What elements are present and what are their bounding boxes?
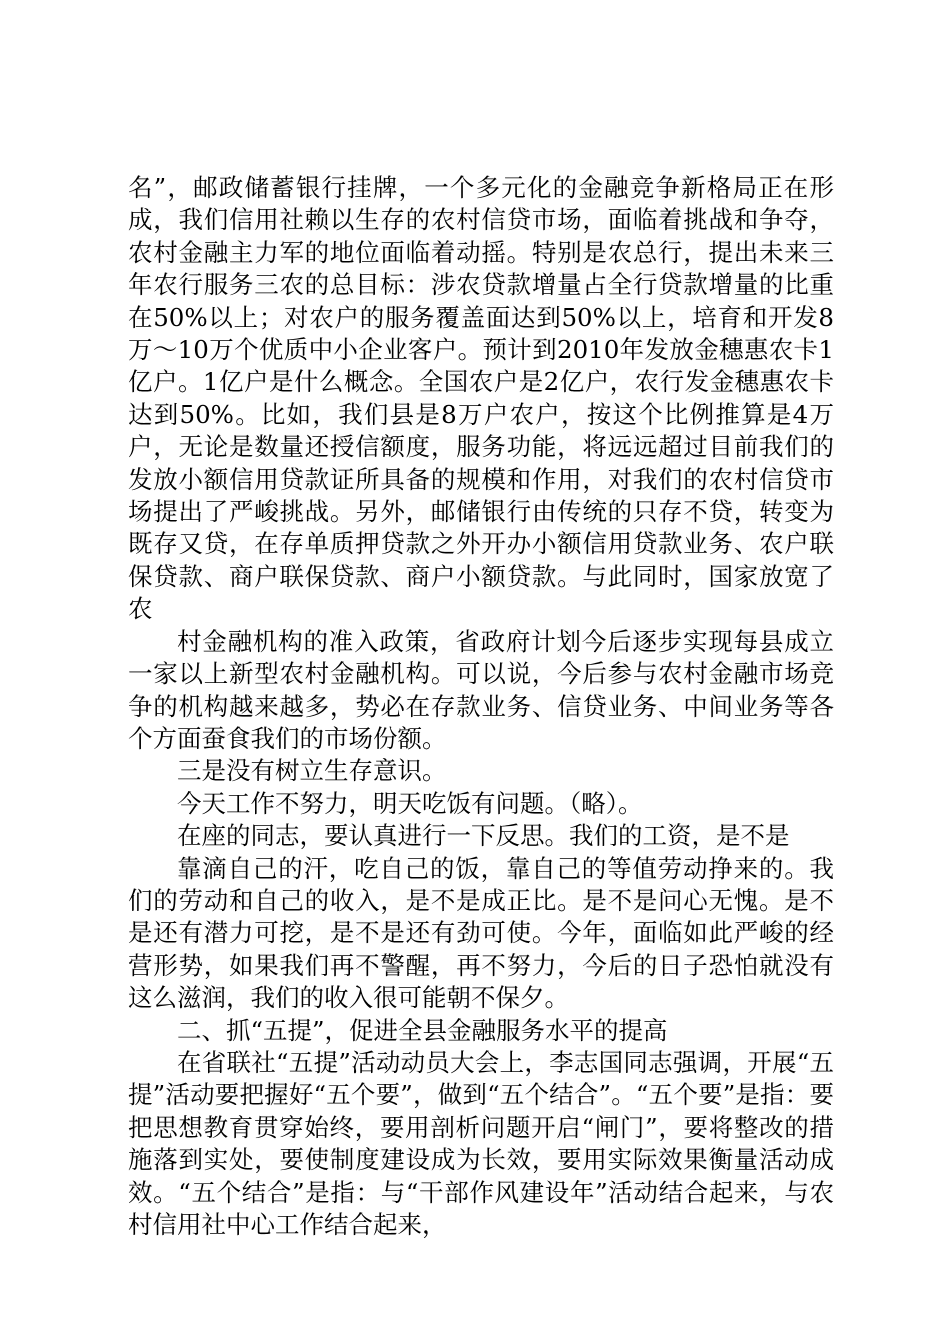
paragraph-rural-institutions: 村金融机构的准入政策，省政府计划今后逐步实现每县成立一家以上新型农村金融机构。可以说，今后参与农村金融市场竞争的机构越来越多，势必在存款业务、信贷业务、中间业务等各个方面蚕食我们的市场份额。 xyxy=(128,626,834,753)
paragraph-own-labor: 靠滴自己的汗，吃自己的饭，靠自己的等值劳动挣来的。我们的劳动和自己的收入，是不是成正比。是不是问心无愧。是不是还有潜力可挖，是不是还有劲可使。今年，面临如此严峻的经营形势，如果我们再不警醒，再不努力，今后的日子恐怕就没有这么滋润，我们的收入很可能朝不保夕。 xyxy=(128,853,834,1013)
paragraph-survival-heading: 三是没有树立生存意识。 xyxy=(177,756,447,786)
document-body xyxy=(128,172,834,1241)
paragraph-five-requirements: 在省联社“五提”活动动员大会上，李志国同志强调，开展“五提”活动要把握好“五个要”，做到“五个结合”。“五个要”是指：要把思想教育贯穿始终，要用剖析问题开启“闸门”，要将整改的措施落到实处，要使制度建设成为长效，要用实际效果衡量活动成效。“五个结合”是指：与“干部作风建设年”活动结合起来，与农村信用社中心工作结合起来， xyxy=(128,1047,834,1239)
paragraph-reflect: 在座的同志，要认真进行一下反思。我们的工资，是不是 xyxy=(177,821,790,851)
section-heading-five-improvements: 二、抓“五提”，促进全县金融服务水平的提高 xyxy=(177,1015,668,1045)
paragraph-competition: 名”，邮政储蓄银行挂牌，一个多元化的金融竞争新格局正在形成，我们信用社赖以生存的农村信贷市场，面临着挑战和争夺，农村金融主力军的地位面临着动摇。特别是农总行，提出未来三年农行服务三农的总目标：涉农贷款增量占全行贷款增量的比重在50%以上；对农户的服务覆盖面达到50%以上，培育和开发8万～10万个优质中小企业客户。预计到2010年发放金穗惠农卡1亿户。1亿户是什么概念。全国农户是2亿户，农行发金穗惠农卡达到50%。比如，我们县是8万户农户，按这个比例推算是4万户，无论是数量还授信额度，服务功能，将远远超过目前我们的发放小额信用贷款证所具备的规模和作用，对我们的农村信贷市场提出了严峻挑战。另外，邮储银行由传统的只存不贷，转变为既存又贷，在存单质押贷款之外开办小额信用贷款业务、农户联保贷款、商户联保贷款、商户小额贷款。与此同时，国家放宽了农 xyxy=(128,173,834,624)
paragraph-work-hard: 今天工作不努力，明天吃饭有问题。（略）。 xyxy=(177,788,643,818)
